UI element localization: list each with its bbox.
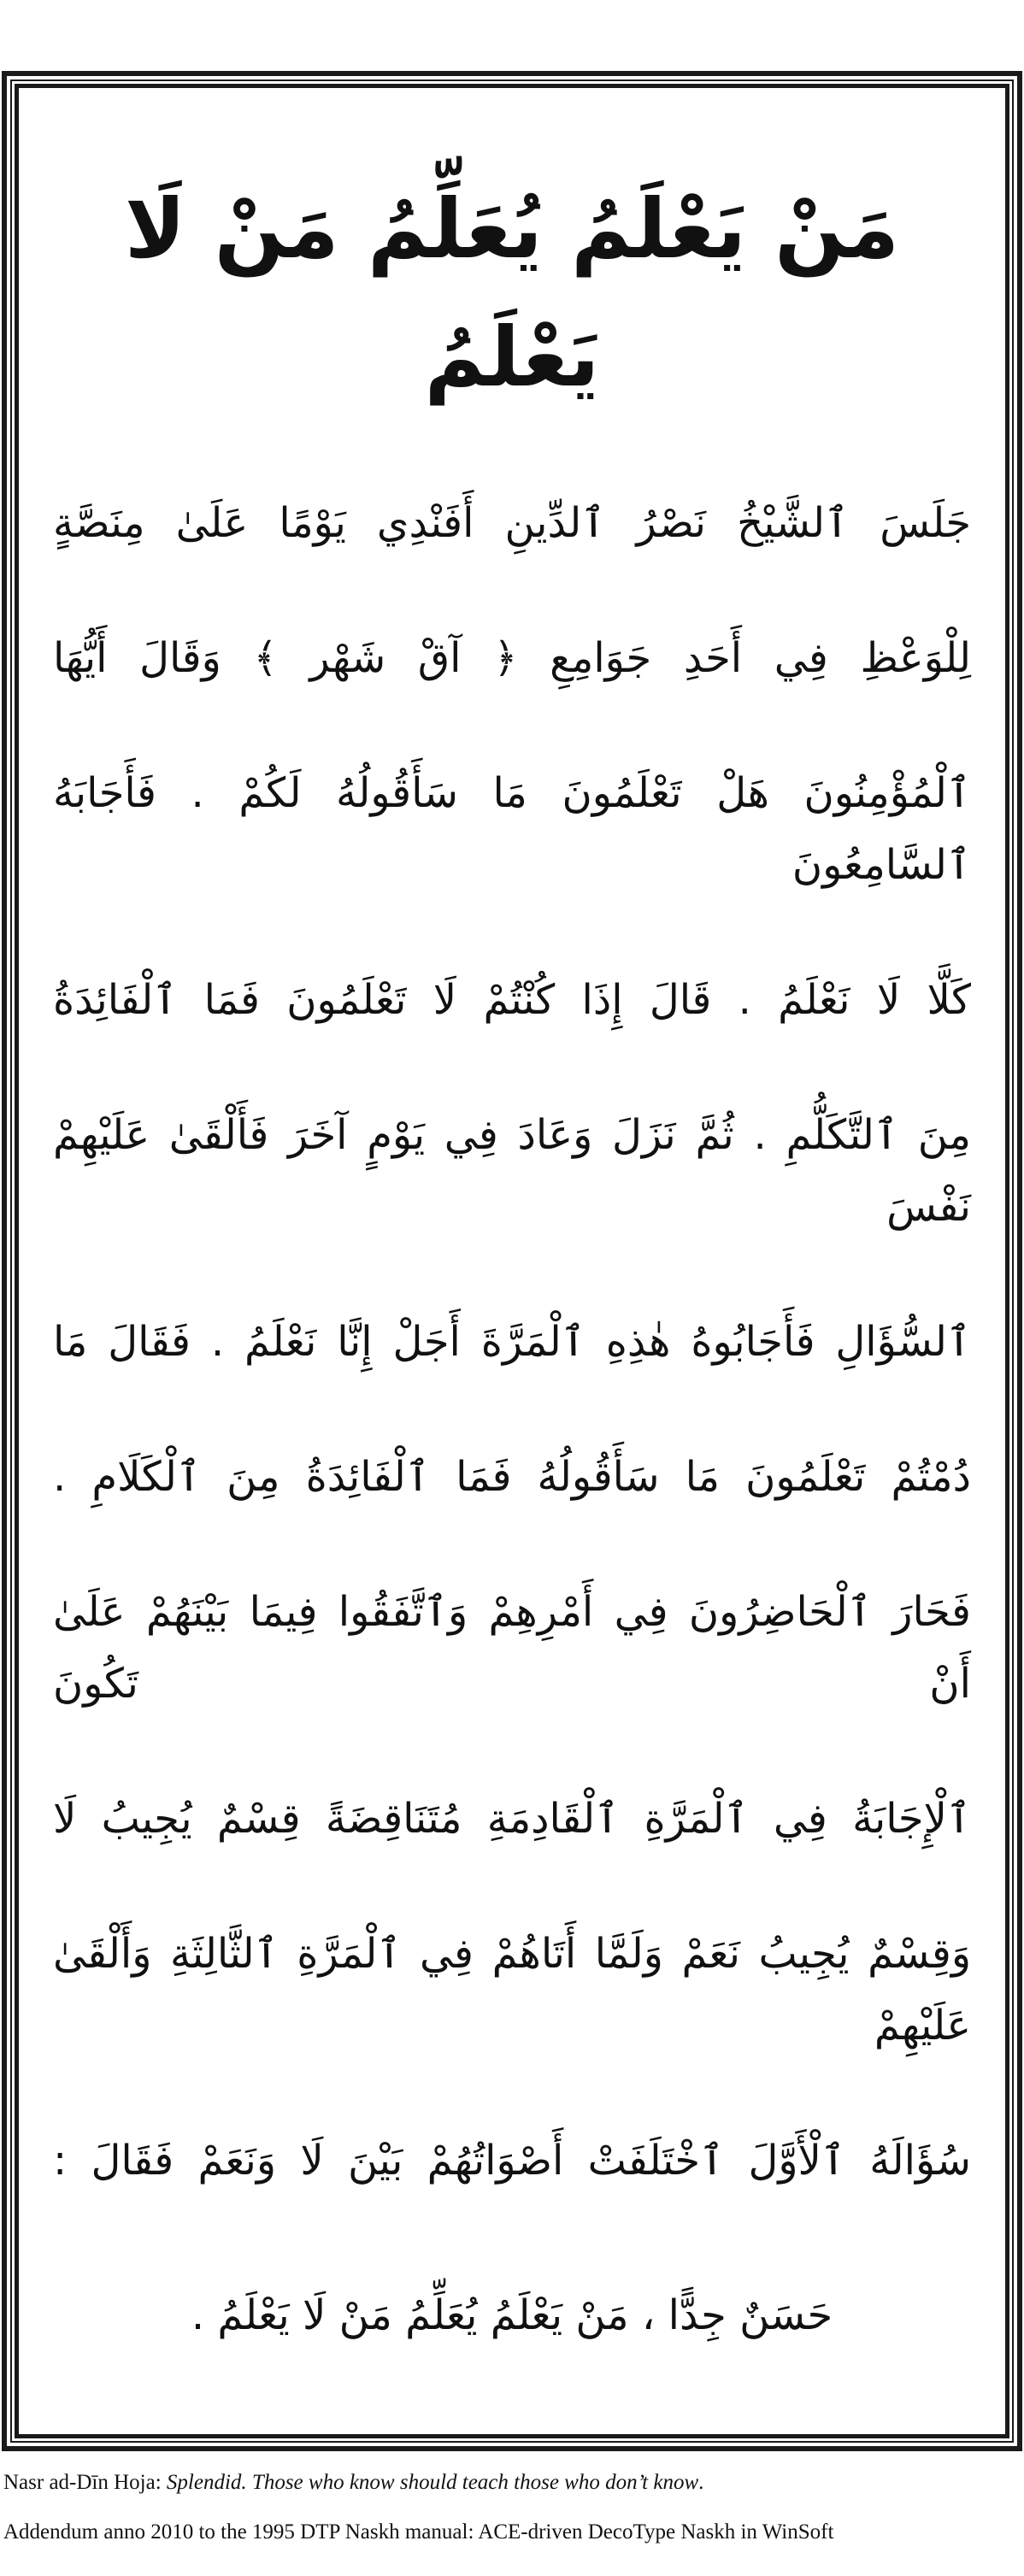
- calligraphy-title: مَنْ يَعْلَمُ يُعَلِّمُ مَنْ لَا يَعْلَمُ: [124, 181, 900, 405]
- text-line: مِنَ ٱلتَّكَلُّمِ . ثُمَّ نَزَلَ وَعَادَ فِي يَوْمٍ آخَرَ فَأَلْقَىٰ عَلَيْهِمْ نَفْسَ: [53, 1111, 971, 1231]
- text-line: جَلَسَ ٱلشَّيْخُ نَصْرُ ٱلدِّينِ أَفَنْدِي يَوْمًا عَلَىٰ مِنَصَّةٍ: [53, 499, 971, 547]
- outer-border: [2, 71, 1022, 2451]
- text-line: ٱلْإِجَابَةُ فِي ٱلْمَرَّةِ ٱلْقَادِمَةِ مُتَنَاقِضَةً قِسْمٌ يُجِيبُ لَا: [53, 1795, 971, 1843]
- captions: [0, 2451, 1024, 2576]
- text-line: كَلَّا لَا نَعْلَمُ . قَالَ إِذَا كُنْتُمْ لَا تَعْلَمُونَ فَمَا ٱلْفَائِدَةُ: [53, 976, 971, 1024]
- middle-border: [10, 79, 1014, 2443]
- caption-addendum: Addendum anno 2010 to the 1995 DTP Naskh manual: ACE-driven DecoType Naskh in WinSoft: [3, 2520, 834, 2544]
- text-line: لِلْوَعْظِ فِي أَحَدِ جَوَامِعِ ﴿ آقْ شَهْر ﴾ وَقَالَ أَيُّهَا: [53, 634, 971, 682]
- text-line: ٱلسُّؤَالِ فَأَجَابُوهُ هٰذِهِ ٱلْمَرَّةَ أَجَلْ إِنَّا نَعْلَمُ . فَقَالَ مَا: [53, 1318, 971, 1366]
- caption-translation: [3, 2468, 1021, 2497]
- closing-line: حَسَنٌ جِدًّا ، مَنْ يَعْلَمُ يُعَلِّمُ مَنْ لَا يَعْلَمُ .: [191, 2291, 833, 2339]
- inner-border: [15, 84, 1009, 2438]
- caption-speaker: Nasr ad-Dīn Hoja:: [3, 2471, 167, 2494]
- caption-quote: Splendid. Those who know should teach those who don’t know: [166, 2471, 699, 2494]
- text-line: وَقِسْمٌ يُجِيبُ نَعَمْ وَلَمَّا أَتَاهُمْ فِي ٱلْمَرَّةِ ٱلثَّالِثَةِ وَأَلْقَىٰ عَلَيْهِمْ: [53, 1930, 971, 2050]
- text-line: دُمْتُمْ تَعْلَمُونَ مَا سَأَقُولُهُ فَمَا ٱلْفَائِدَةُ مِنَ ٱلْكَلَامِ .: [53, 1453, 971, 1501]
- text-line: فَحَارَ ٱلْحَاضِرُونَ فِي أَمْرِهِمْ وَٱتَّفَقُوا فِيمَا بَيْنَهُمْ عَلَىٰ أَنْ تَكُونَ: [53, 1588, 971, 1708]
- story-text: [53, 456, 971, 2383]
- caption-period: .: [698, 2471, 704, 2494]
- text-line: ٱلْمُؤْمِنُونَ هَلْ تَعْلَمُونَ مَا سَأَقُولُهُ لَكُمْ . فَأَجَابَهُ ٱلسَّامِعُونَ: [53, 769, 971, 889]
- text-line: سُؤَالَهُ ٱلْأَوَّلَ ٱخْتَلَفَتْ أَصْوَاتُهُمْ بَيْنَ لَا وَنَعَمْ فَقَالَ :: [53, 2137, 971, 2185]
